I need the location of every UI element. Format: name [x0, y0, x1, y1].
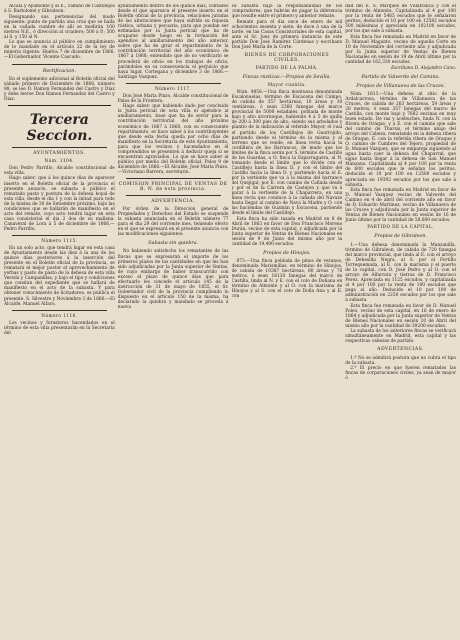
section-heading-ayuntamientos: AYUNTAMIENTOS. [33, 150, 86, 156]
column-2 [118, 4, 229, 640]
section-heading-comision: COMISION PRINCIPAL DE VENTAS DE B. N. de esta provincia. [118, 182, 228, 193]
paragraph: va subasta bajo la responsabilidad de los compradores; que habrán de pagar la diferencia que resulte entre el primero y anterior remate. [231, 4, 343, 20]
subheading-subasta: Subasta sin quiebra. [148, 241, 199, 247]
paragraph: Don José María Pinzo, Alcalde constitucional de Palos de la Frontera. [117, 93, 229, 104]
subheading-propios: Propios de Hinojos. [263, 251, 311, 257]
divider [126, 195, 221, 196]
divider [12, 147, 107, 148]
section-title-tercera-seccion: Tercera Seccion. [26, 111, 93, 144]
paragraph: 1.—Una dehesa denominada la Manzanilla, término de Gibraleon, de cabida de 720 fanegas del marco provincial, que linda al E. con el arroyo de Dehesilla Negra, al S. por el Portillo Torrequemada, al E. con la marisma y el puerto de la capital, con D. José Pedro y al O. con el arroyo de Alfarrata y tierras de D. Francisco Perez. Apreciada en 1125 escudos, y capitalizada al 4 por 100 por la renta de 100 escudos que paga al año. Deducido el 10 por 100 de administración en 2250 escudos por los que sale á subasta. [345, 242, 456, 304]
subheading-cuantia: Mayor cuantía. [267, 83, 307, 89]
subheading-partido: PARTIDO DE LA PALMA. [255, 66, 318, 72]
divider [12, 310, 107, 311]
divider [12, 64, 107, 65]
paragraph: Núm. 1813.—Una dehesa al sitio de la Ardalcarrosa, término de Villanueva de las Cruces, de cabida de 263 hectáreas, 59 áreas y 28 metros, ó sean 357 fanegas del marco de Castilla, con monte bajo y 7682 encinas en muy buen estado. De ras y acebuches, linda N. con la Rivera de Oraque, y á E. con el camino que sale del camino de Tharsis, el término abajo del arroyo del Cabeza, rematando en la dehesa ribera de Oraque, E. con la referida ribera de Oraque y O. camino de Cumbres del Tejero, propiedad de D. Manuel Vazquez, que se empareja siguiendo al agua hasta caer la dehesa del Chaparral, que sigue hasta llegar á la dehesa de San Manuel Manzano. Capitalizada al 4 por 100 por la renta de 600 escudos que le señalan los peritos, deducido el 10 por 100 en 12500 escudos y apreciada en 19392 escudos por los que sale á subasta. [345, 91, 456, 188]
notice-number: Número 1117. [154, 86, 192, 92]
paragraph: Hago saber: que á los quince días de aparecer inserto en el Boletín oficial de la provincia el presente anuncio, se subasta á público el rematado pasto y postura de la dehesa boyal de esta villa, desde el dia 1 y con la mitad para todo de la misma de 30 de Setiembre próximo, bajo las condiciones que se hallarán de manifiesto en el acto del remate, cuyo acto tendrá lugar en esta casa consistorial el dia 2 dos de su mañana. Canaveral de Lora á 5 de diciembre de 1866.—Pedro Parrillo. [4, 176, 115, 232]
subheading-partido-capital: PARTIDO DE LA CAPITAL. [367, 225, 434, 231]
paragraph: Hago saber: que habiendo dado por concluido la Junta pericial de esta villa el apéndice al amillaramiento, base que ha de servir para la contribución territorial del año próximo económico de 1867 á 1868, con su consecuente repartimiento, se hace saber á los contribuyentes que desde esta fecha queda por ocho días de manifiesto en la Secretaría de este Ayuntamiento, para que los vecinos y hacendados en él comprendidos se presenten á deducir queja si se encuentran agraviados. Lo que se hace saber al público por medio del Boletín oficial. Palos 9 de diciembre de 1866.—El Alcalde, José María Pinzo.—Victoriano Barrera, secretario. [117, 104, 229, 175]
paragraph: Los vecinos y forasteros hacendados en el término de esta villa presentarán en la Secretaría del [4, 320, 115, 336]
divider [126, 178, 221, 179]
divider [12, 235, 107, 236]
column-4 [345, 4, 456, 640]
paragraph: dad del E. S. Marqués de Villafranca y con el término de Almonte. Capitalizada al 4 por 100 por la renta de 5465 escudos que le señalaron peritos, deducido el 10 por 100 en 12582 escudos 500 milésimas y apreciada en 102100 escudos, por los que sale á subasta. [345, 4, 456, 35]
subheading-partido-valverde: Partido de Valverde del Camino. [361, 74, 440, 80]
paragraph: Designando sus pertenencias del modo siguiente: punto de partida una cruz que se halla en la cañada cumbre de allí se medirán 100 metros N.E., ó dirección al criadero; 500 á P.; 500 al S. y 150 al N. [4, 14, 115, 40]
paragraph: Esta finca fue rematada en favor de D. Manuel Poleo, vecino de esta capital, en 16 de enero de 1864 y adjudicada por la Junta superior de Ventas de Bienes Nacionales en sesión 20 de Abril del mismo año por la cantidad de 39200 escudos. [345, 303, 456, 329]
paragraph: 873.—Una finca poblada de pinos de veranos, denominada Marismillas, en término de Hinojos, de cabida de 10387 hectáreas, 80 áreas y 70 metros, ó sean 16130 fanegas del marco de Castilla, linda al N. y E. con el coto de Doñana en término de Almonte y al O. con la marisma de Hinojos y al S. con el coto de Doña Ana y al E. con [231, 259, 343, 300]
paragraph: Alcala y Ayamonte y al E., camino de Castillejos á S. Bartolomé y Gibraleon. [4, 4, 115, 15]
notice-number: Número 1116. [41, 313, 78, 319]
column-3 [232, 4, 343, 640]
signature: Escribano D. Alejandro Cano. [391, 65, 456, 71]
paragraph: Núm. 4958.—Una finca montuosa denominada Escalonuelas, término de Escacena del Campo, de cabida de 357 hectáreas, 10 áreas y 30 centiáreas, ó sean 2360 fanegas del marco provincial de 5000 estadales, poblada de monte bajo y alto alcornoque, habiendo 4 á 5 de quilla de 200 á 300 pies de alto, siendo sus arbolados y plantío de la indicación al referido Mayor, el cual el partido de los Castillejos de Guarrojido, partiendo desde el término de la misma y al terreno que se vende, en línea recta hacia la cordillera de los Barrancos, de modo que los límites de la finca serán por S. término de Castillo de las Guardas, a O. finca la Esparraguera, al N. tomando desde el límite que lo divide con el Castillejo hasta la línea D. y con el límite del Castillo hacia la línea D. y partiendo hacia el E. por la vertiente que va á la misma del barranco del Quejigal; por E. con camino de Cañada desde y por el de la Carrera de Castejon y que va á parar á la vertiente de la Chaparrera, en una línea recta que conduce á la cañada del Navazo hasta llegar al camino de Nava la Madre y O. con las haciendas de Guzmán y Escacena, partiendo desde el límite del Castillejo. [231, 90, 343, 217]
section-heading-advertencia: ADVERTENCIA. [151, 199, 195, 205]
paragraph: Don Pedro Parrillo, Alcalde constitucional de esta villa. [4, 165, 115, 176]
paragraph: La subasta de los anteriores fincas se verificará simultáneamente en Madrid, esta capital y las respectivas cabezas de partido. [345, 329, 456, 345]
paragraph: En el suplemento adicional al Boletín oficial del sábado primero de Diciembre de 1866, número 88, se lee D. Ramon Fernandez del Castro y Diaz y debe leerse Don Ramon Fernandez del Castro y Diaz. [4, 76, 115, 102]
paragraph: Esta finca ha sido tasada en Madrid en 8 de Abril de 1863 en favor de Don Francisco Moreno Durán, vecino de esta capital, y adjudicada por la Junta superior de Ventas de Bienes Nacionales en sesión de 9 de Junio del mismo año por la cantidad de 19,400 escudos. [231, 216, 343, 248]
divider [126, 83, 221, 84]
paragraph: 2.ª El precio en que fueren rematados las fincas de corporaciones civiles, ya sean de mayor ó [345, 366, 456, 382]
notice-number: Número 1115. [41, 239, 78, 244]
subheading-propios: Propios de Villanueva de las Cruces. [356, 83, 445, 89]
subheading-fincas: Fincas rústicas.—Propios de Sevilla. [242, 75, 331, 81]
subheading-propios: Propios de Gibraleon. [374, 234, 428, 240]
notice-number: Núm. 1104. [44, 158, 75, 164]
paragraph: Esta finca fue rematada en Madrid en favor de D. Manuel Vazquez vecino de Valverde del Camino en 4 de abril del corriente año en favor de D. Eduardo Martinez, vecino de Villanueva de las Cruces y adjudicada por la Junta superior de Ventas de Bienes Nacionales en sesión de 16 de Junio último por la cantidad de 58.600 escudos. [345, 188, 456, 224]
section-heading-bienes: BIENES DE CORPORACIONES CIVILES. [244, 52, 330, 63]
section-heading-rectificacion: Rectificacion. [42, 68, 76, 74]
section-heading-advertencias: ADVERTENCIAS. [377, 347, 425, 353]
paragraph: En un solo acto, que tendrá lugar en esta casa de Ayuntamiento desde las diez á la una de los quince días posteriores á la inserción del presente en el Boletín oficial de la provincia, se rematará el mejor postor el aprovechamiento de yerbas y pasto de pasto de la dehesa de esta villa Vereda y Campanillas, y bajo el tipo y condiciones que constan del expediente que se hallará de manifiesto en el acto de la subasta. Y para obtener conocimiento de licitadores, se publica el presente. S. Silvestre y Noviembre 3 de 1866.—El Alcalde, Manuel Alfaro. [4, 246, 115, 307]
paragraph: No habiendo satisfecho los rematantes de las fincas que se expresarán el importe de los primeros plazos de las cantidades en que les han sido adjudicadas por la Junta superior de Ventas, de cuyo embargo de haber transcurrido con exceso el plazo de quince días que para efectuarlo les concede el artículo 145 de la instrucción de 31 de mayo de 1855, el Sr. Gobernador civil de la provincia cumpliendo lo dispuesto en el artículo 150 de la misma, ha declarado la quiebra y mandado se proceda á nueva [117, 249, 229, 310]
paragraph: Lo que se anuncia al público en cumplimiento de lo mandado en el artículo 22 de la ley de minería vigente. Huelva 7 de diciembre de 1866.—El Gobernador, Vicente Cascudo. [4, 40, 115, 61]
paragraph: ayuntamiento dentro de los quince días, contados desde el que aparezca el presente inserto en el Boletín oficial de la provincia, relaciones juradas de las alteraciones que haya sufrido su riqueza rústica, urbana y pecuaria, para que puedan ser estimadas por la Junta pericial que ha de ocuparse desde luego en la formación del apéndice al amillaramiento del año anterior, sobre que ha de girar el repartimiento de la contribución territorial del año económico de 1867 á 1868; entendido que de no verificarlo se procederá de oficio en los trabajos de oficio, parándoles en su consecuencia el perjuicio que haya lugar. Cortegana y diciembre 3 de 1866.—Santiago Vazquez. [117, 4, 229, 80]
divider [8, 105, 111, 106]
paragraph: 1.ª No se admitirá postura que no cubra el tipo de la subasta. [345, 355, 456, 366]
paragraph: Esta finca fue rematada en Madrid en favor de D. Manuel Maganto, vecino de aquella Corte en 10 de Noviembre del corriente año y adjudicada por la Junta superior de Ventas de Bienes Nacionales en sesión de 19 de Abril último por la cantidad de 162,330 escudos. [345, 34, 456, 66]
paragraph: Por órden de la Direccion general de Propiedades y Derechos del Estado se suspende la subasta anunciada en el Boletín número 77 para el dia 29 del corriente mes, teniendo efecto en el que se expresará en el presente anuncio con las modificaciones siguientes: [117, 207, 229, 238]
paragraph: Remate para el dia once de enero de mil ochocientos sesenta y siete, de doce á una de la tarde, en las Casas Consistoriales de esta capital, ante el Sr. Juez de primera instancia de este partido Don José Ramírez Cárdenas y escribano Don José María de la Corte. [231, 19, 343, 50]
column-1 [4, 4, 115, 640]
